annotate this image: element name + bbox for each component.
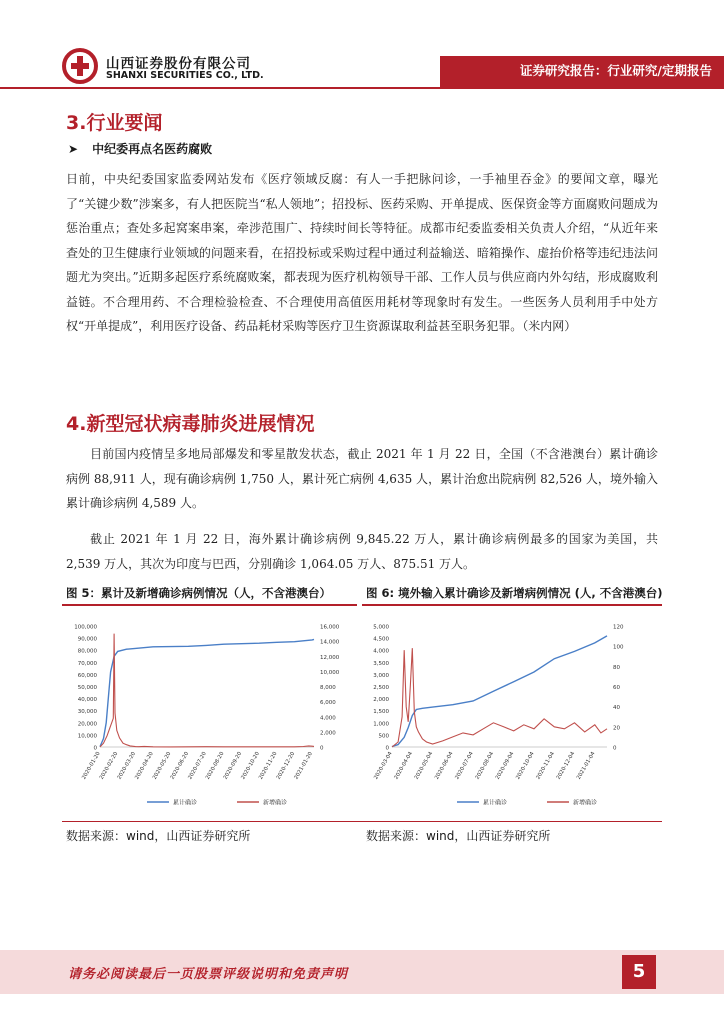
series-line-cumulative	[392, 636, 607, 747]
x-tick-label: 2020-07-04	[454, 751, 475, 781]
y-left-tick-label: 70,000	[77, 660, 97, 667]
y-right-tick-label: 0	[613, 745, 617, 752]
y-right-tick-label: 80	[613, 664, 620, 671]
figure-6-caption: 图 6: 境外输入累计确诊及新增病例情况 (人, 不含港澳台)	[366, 586, 663, 600]
section-4-para-1: 目前国内疫情呈多地局部爆发和零星散发状态，截止 2021 年 1 月 22 日，全国（不含港澳台）累计确诊病例 88,911 人，现有确诊病例 1,750 人，累计死亡病例 4,635 人，累计治愈出院病例 82,526 人，境外输入累计确诊病例 4,589 人。	[66, 447, 658, 510]
y-left-tick-label: 60,000	[77, 672, 97, 679]
x-tick-label: 2020-12-04	[555, 751, 577, 781]
y-right-tick-label: 20	[613, 725, 620, 732]
y-left-tick-label: 5,000	[373, 624, 389, 631]
x-tick-label: 2020-06-04	[433, 751, 455, 781]
figure-6-chart	[362, 612, 662, 817]
y-left-tick-label: 30,000	[77, 709, 97, 716]
company-name-cn: 山西证券股份有限公司	[106, 56, 251, 72]
figure-5-chart	[62, 612, 357, 817]
y-left-tick-label: 2,000	[373, 697, 389, 704]
figure-bottom-rule	[62, 821, 662, 822]
series-line-cumulative	[100, 639, 314, 746]
y-right-tick-label: 12,000	[320, 654, 340, 661]
x-tick-label: 2020-03-04	[373, 751, 394, 781]
y-right-tick-label: 10,000	[320, 669, 340, 676]
x-tick-label: 2020-05-20	[151, 751, 173, 781]
x-tick-label: 2020-08-04	[474, 751, 496, 781]
y-left-tick-label: 4,000	[373, 648, 389, 655]
y-left-tick-label: 0	[385, 745, 389, 752]
y-right-tick-label: 6,000	[320, 700, 336, 707]
legend-label: 累计确诊	[173, 799, 198, 807]
x-tick-label: 2020-05-04	[413, 751, 435, 781]
section-3-body: 日前，中央纪委国家监委网站发布《医疗领域反腐：有人一手把脉问诊，一手袖里吞金》的要闻文章，曝光了“关键少数”涉案多，有人把医院当“私人领地”；招投标、医药采购、开单提成、医保资金等方面腐败问题成为惩治重点；查处多起窝案串案，牵涉范围广、持续时间长等特征。成都市纪委监委相关负责人介绍，“从近年来查处的卫生健康行业领域的问题来看，在招投标或采购过程中通过利益输送、暗箱操作、虚抬价格等违纪违法问题尤为突出。”近期多起医疗系统腐败案，都表现为医疗机构领导干部、工作人员与供应商内外勾结，形成腐败利益链。不合理用药、不合理检验检查、不合理使用高值医用耗材等现象时有发生。一些医务人员利用手中处方权“开单提成”，利用医疗设备、药品耗材采购等医疗卫生资源谋取利益甚至职务犯罪。（米内网）	[66, 172, 658, 333]
x-tick-label: 2020-04-04	[393, 751, 415, 781]
x-tick-label: 2020-04-20	[134, 751, 155, 781]
x-tick-label: 2020-12-20	[275, 751, 297, 781]
y-right-tick-label: 100	[613, 644, 624, 651]
y-left-tick-label: 1,000	[373, 721, 389, 728]
y-right-tick-label: 16,000	[320, 624, 340, 631]
y-left-tick-label: 10,000	[77, 733, 97, 740]
y-left-tick-label: 40,000	[77, 697, 97, 704]
y-left-tick-label: 3,000	[373, 672, 389, 679]
y-right-tick-label: 14,000	[320, 639, 340, 646]
y-left-tick-label: 0	[93, 745, 97, 752]
disclaimer-notice[interactable]: 请务必阅读最后一页股票评级说明和免责声明	[68, 967, 349, 982]
series-line-new	[392, 648, 607, 747]
y-left-tick-label: 100,000	[74, 624, 97, 631]
figure-5-rule	[62, 604, 357, 606]
x-tick-label: 2021-01-20	[293, 751, 314, 781]
figure-5-caption: 图 5：累计及新增确诊病例情况（人，不含港澳台）	[66, 586, 332, 600]
bullet-arrow-icon: ➤	[68, 142, 79, 156]
x-tick-label: 2020-09-20	[222, 751, 244, 781]
x-tick-label: 2020-09-04	[494, 751, 516, 781]
y-right-tick-label: 4,000	[320, 715, 336, 722]
x-tick-label: 2021-01-04	[575, 751, 597, 781]
subheading-text: 中纪委再点名医药腐败	[92, 142, 213, 156]
y-left-tick-label: 4,500	[373, 636, 389, 643]
legend-label: 新增确诊	[263, 799, 288, 807]
section-4-para-2: 截止 2021 年 1 月 22 日，海外累计确诊病例 9,845.22 万人，累计确诊病例最多的国家为美国，共 2,539 万人，其次为印度与巴西，分别确诊 1,064.05 万人、875.51 万人。	[66, 532, 658, 571]
legend-label: 新增确诊	[573, 799, 598, 807]
x-tick-label: 2020-03-20	[116, 751, 138, 781]
figure-6-source: 数据来源：wind，山西证券研究所	[366, 829, 551, 843]
section-3-heading: 3.行业要闻	[66, 112, 163, 134]
y-left-tick-label: 1,500	[373, 709, 389, 716]
report-type: 证券研究报告：行业研究/定期报告	[519, 63, 712, 78]
section-3-subheading	[68, 140, 212, 157]
x-tick-label: 2020-10-04	[515, 751, 536, 781]
x-tick-label: 2020-08-20	[204, 751, 226, 781]
x-tick-label: 2020-07-20	[187, 751, 208, 781]
y-right-tick-label: 40	[613, 705, 620, 712]
y-left-tick-label: 90,000	[77, 636, 97, 643]
x-tick-label: 2020-06-20	[169, 751, 191, 781]
series-line-new	[100, 634, 314, 747]
y-right-tick-label: 120	[613, 624, 624, 631]
y-right-tick-label: 2,000	[320, 730, 336, 737]
y-left-tick-label: 500	[378, 733, 389, 740]
x-tick-label: 2020-11-20	[257, 751, 279, 781]
figure-5-source: 数据来源：wind，山西证券研究所	[66, 829, 251, 843]
figure-6-rule	[362, 604, 662, 606]
x-tick-label: 2020-02-20	[98, 751, 120, 781]
page-number: 5	[622, 955, 656, 989]
section-4-heading: 4.新型冠状病毒肺炎进展情况	[66, 413, 315, 435]
y-right-tick-label: 8,000	[320, 685, 336, 691]
y-right-tick-label: 60	[613, 685, 620, 691]
company-logo-icon	[62, 48, 98, 84]
y-right-tick-label: 0	[320, 745, 324, 752]
y-left-tick-label: 80,000	[77, 648, 97, 655]
y-left-tick-label: 2,500	[373, 685, 389, 691]
company-name-en: SHANXI SECURITIES CO., LTD.	[106, 70, 264, 81]
y-left-tick-label: 50,000	[77, 685, 97, 691]
x-tick-label: 2020-10-20	[240, 751, 261, 781]
x-tick-label: 2020-11-04	[535, 751, 556, 781]
legend-label: 累计确诊	[483, 799, 508, 807]
y-left-tick-label: 20,000	[77, 721, 97, 728]
y-left-tick-label: 3,500	[373, 660, 389, 667]
x-tick-label: 2020-01-20	[81, 751, 102, 781]
